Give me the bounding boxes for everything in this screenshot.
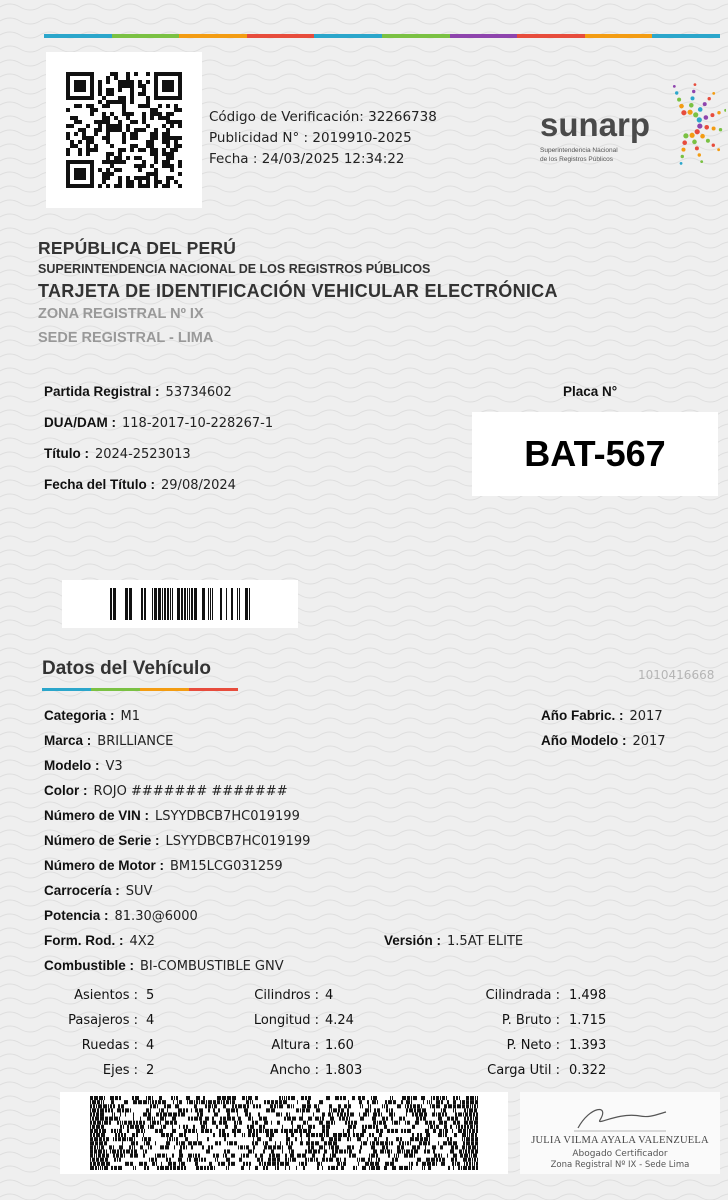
signer-zone: Zona Registral Nº IX - Sede Lima — [550, 1160, 690, 1170]
serie-label: Número de Serie : — [44, 833, 160, 848]
ejes-value: 2 — [146, 1063, 155, 1078]
barcode-graphic — [110, 588, 250, 620]
modelo-value: V3 — [105, 759, 123, 774]
titulo-row — [44, 446, 191, 462]
header-tarjeta: TARJETA DE IDENTIFICACIÓN VEHICULAR ELECTRÓNICA — [38, 281, 558, 301]
asientos-value: 5 — [146, 988, 155, 1003]
barcode-1d — [62, 580, 298, 628]
signer-name: JULIA VILMA AYALA VALENZUELA — [531, 1135, 709, 1146]
placa-label: Placa N° — [563, 384, 618, 399]
motor-value: BM15LCG031259 — [170, 859, 283, 874]
dua-label: DUA/DAM : — [44, 415, 116, 430]
version-row — [384, 933, 523, 949]
carga-label: Carga Util : — [487, 1063, 560, 1078]
pneto-label: P. Neto : — [506, 1038, 560, 1053]
carroceria-label: Carrocería : — [44, 883, 120, 898]
formrod-row — [44, 933, 155, 949]
publicidad-number: Publicidad N° : 2019910-2025 — [209, 130, 412, 146]
combustible-label: Combustible : — [44, 958, 134, 973]
marca-row — [44, 733, 173, 749]
fecha-titulo-value: 29/08/2024 — [161, 478, 236, 493]
potencia-value: 81.30@6000 — [114, 909, 198, 924]
pasajeros-value: 4 — [146, 1013, 155, 1028]
partida-label: Partida Registral : — [44, 384, 160, 399]
categoria-value: M1 — [120, 709, 141, 724]
fecha-titulo-label: Fecha del Título : — [44, 477, 156, 492]
titulo-value: 2024-2523013 — [94, 447, 191, 462]
serie-value: LSYYDBCB7HC019199 — [165, 834, 311, 849]
marca-value: BRILLIANCE — [97, 734, 174, 749]
pbruto-label: P. Bruto : — [501, 1013, 560, 1028]
pdf417-barcode-graphic — [90, 1096, 478, 1170]
color-value: ROJO ####### ####### — [93, 784, 288, 799]
cilindrada-value: 1.498 — [569, 988, 607, 1003]
anio-modelo-label: Año Modelo : — [541, 733, 627, 748]
anio-modelo-value: 2017 — [632, 734, 666, 749]
verification-code: Código de Verificación: 32266738 — [209, 109, 437, 125]
carga-value: 0.322 — [569, 1063, 607, 1078]
version-label: Versión : — [384, 933, 442, 948]
ruedas-label: Ruedas : — [81, 1038, 138, 1053]
ancho-value: 1.803 — [325, 1063, 363, 1078]
logo-rays-icon — [673, 83, 726, 165]
anio-fabric-value: 2017 — [629, 709, 663, 724]
anio-modelo-row — [541, 733, 666, 749]
color-row — [44, 783, 288, 799]
logo-sub2: de los Registros Públicos — [540, 156, 613, 163]
signature-scribble-icon — [570, 1102, 670, 1134]
qr-code — [46, 52, 202, 208]
altura-label: Altura : — [271, 1038, 319, 1053]
barcode-2d — [60, 1092, 508, 1174]
pbruto-value: 1.715 — [569, 1013, 607, 1028]
potencia-label: Potencia : — [44, 908, 109, 923]
altura-value: 1.60 — [325, 1038, 354, 1053]
qr-code-graphic — [66, 72, 182, 188]
ancho-label: Ancho : — [270, 1063, 319, 1078]
version-value: 1.5AT ELITE — [447, 934, 524, 949]
pasajeros-label: Pasajeros : — [68, 1013, 138, 1028]
serie-row — [44, 833, 310, 849]
longitud-label: Longitud : — [253, 1013, 319, 1028]
logo-brand: sunarp — [540, 106, 651, 143]
header-sede: SEDE REGISTRAL - LIMA — [38, 330, 214, 346]
header-superintendencia: SUPERINTENDENCIA NACIONAL DE LOS REGISTROS PÚBLICOS — [38, 262, 431, 276]
partida-value: 53734602 — [165, 385, 232, 400]
modelo-label: Modelo : — [44, 758, 100, 773]
vin-label: Número de VIN : — [44, 808, 150, 823]
carroceria-row — [44, 883, 152, 899]
header-republica: REPÚBLICA DEL PERÚ — [38, 238, 237, 258]
cilindrada-label: Cilindrada : — [485, 988, 560, 1003]
logo-sub1: Superintendencia Nacional — [540, 147, 618, 154]
document-code: 1010416668 — [638, 668, 715, 682]
cilindros-value: 4 — [325, 988, 334, 1003]
motor-row — [44, 858, 283, 874]
vin-row — [44, 808, 300, 824]
dua-value: 118-2017-10-228267-1 — [122, 416, 274, 431]
signer-role: Abogado Certificador — [572, 1149, 668, 1159]
vin-value: LSYYDBCB7HC019199 — [155, 809, 300, 824]
verification-block — [209, 107, 437, 170]
placa-box — [472, 412, 718, 496]
carroceria-value: SUV — [125, 884, 153, 899]
verification-date: Fecha : 24/03/2025 12:34:22 — [209, 151, 405, 167]
top-color-bar — [44, 34, 720, 38]
cilindros-label: Cilindros : — [254, 988, 319, 1003]
placa-value: BAT-567 — [524, 433, 666, 474]
pneto-value: 1.393 — [569, 1038, 607, 1053]
sunarp-logo — [538, 68, 726, 178]
categoria-label: Categoria : — [44, 708, 115, 723]
combustible-row — [44, 958, 284, 974]
signature-block — [520, 1092, 720, 1174]
anio-fabric-label: Año Fabric. : — [541, 708, 624, 723]
potencia-row — [44, 908, 198, 924]
longitud-value: 4.24 — [325, 1013, 354, 1028]
combustible-value: BI-COMBUSTIBLE GNV — [140, 959, 284, 974]
dua-row — [44, 415, 273, 431]
anio-fabric-row — [541, 708, 663, 724]
color-label: Color : — [44, 783, 88, 798]
categoria-row — [44, 708, 140, 724]
titulo-label: Título : — [44, 446, 89, 461]
ruedas-value: 4 — [146, 1038, 155, 1053]
marca-label: Marca : — [44, 733, 92, 748]
fecha-titulo-row — [44, 477, 236, 493]
asientos-label: Asientos : — [74, 988, 138, 1003]
formrod-value: 4X2 — [129, 934, 155, 949]
formrod-label: Form. Rod. : — [44, 933, 124, 948]
datos-underline — [42, 688, 238, 691]
header-zona: ZONA REGISTRAL Nº IX — [38, 306, 204, 322]
datos-title: Datos del Vehículo — [42, 658, 211, 679]
modelo-row — [44, 758, 123, 774]
partida-row — [44, 384, 232, 400]
motor-label: Número de Motor : — [44, 858, 164, 873]
ejes-label: Ejes : — [102, 1063, 138, 1078]
